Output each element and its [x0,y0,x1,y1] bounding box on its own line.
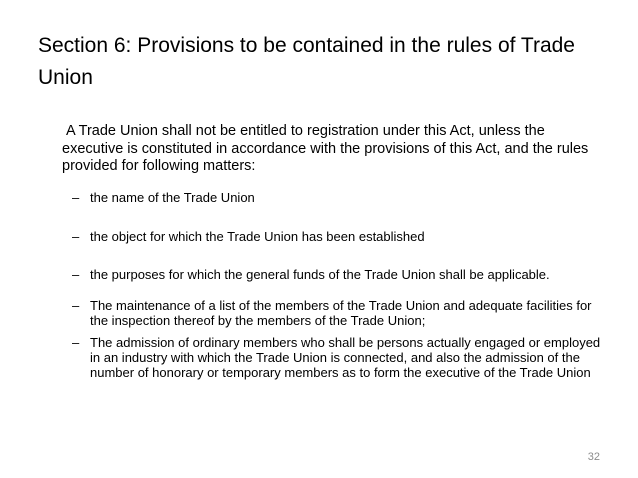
bullet-text: the object for which the Trade Union has been established [90,229,425,244]
page-number: 32 [587,451,600,463]
bullet-dash: – [72,267,80,282]
bullet-dash: – [72,298,80,313]
bullet-text: The admission of ordinary members who shall be persons actually engaged or employed in an industry with which the Trade Union is connected, and also the admission of the number of honorary or temporary members as to form the executive of the Trade Union [90,335,601,380]
slide-title: Section 6: Provisions to be contained in the rules of Trade Union [38,34,575,89]
bullet-text: The maintenance of a list of the members of the Trade Union and adequate facilities for the inspection thereof by the members of the Trade Union; [90,298,592,328]
bullet-item [72,298,602,328]
bullet-item [72,229,602,244]
bullet-text: the purposes for which the general funds of the Trade Union shall be applicable. [90,267,550,282]
intro-paragraph [62,123,602,176]
bullet-text: the name of the Trade Union [90,190,255,205]
intro-text: A Trade Union shall not be entitled to registration under this Act, unless the executive is constituted in accordance with the provisions of this Act, and the rules provided for following matters: [62,123,589,174]
bullet-item [72,335,602,380]
bullet-dash: – [72,335,80,350]
bullet-item [72,267,602,282]
bullet-item [72,190,602,205]
bullet-dash: – [72,190,80,205]
bullet-dash: – [72,229,80,244]
